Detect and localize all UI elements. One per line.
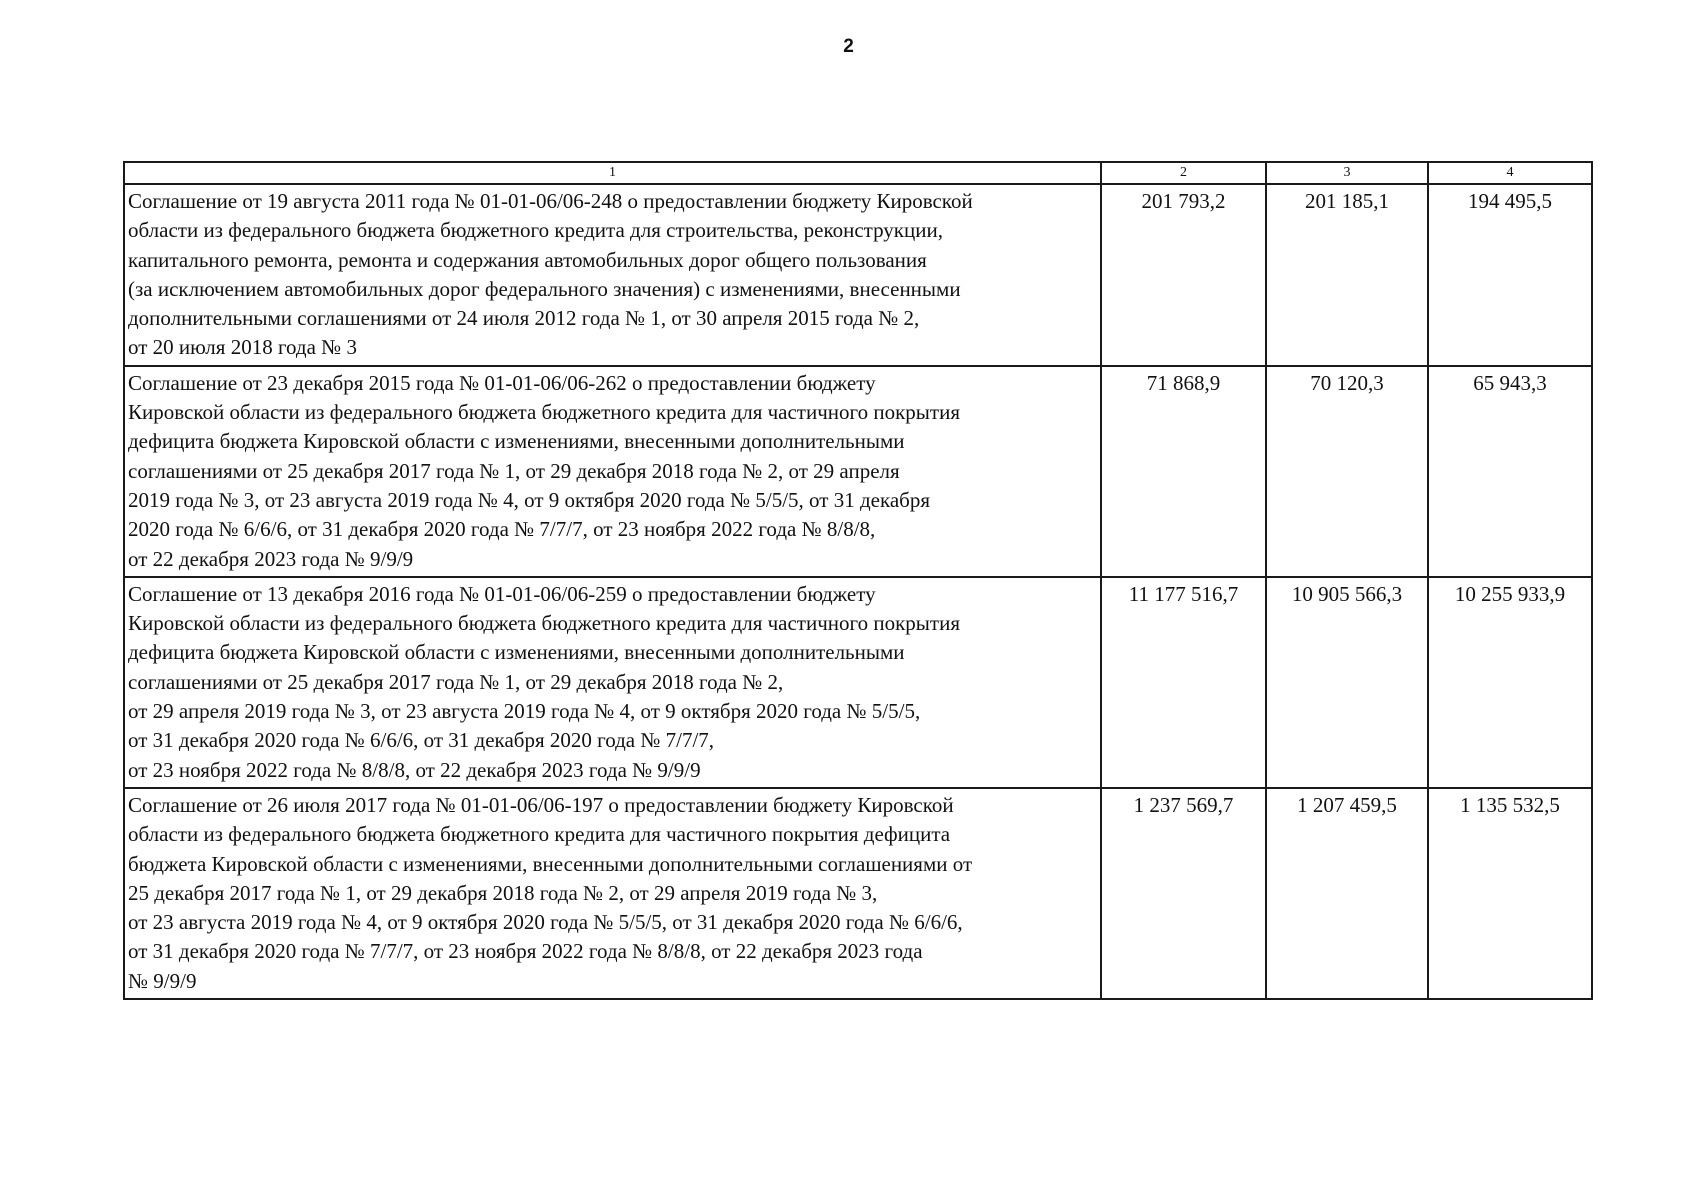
description-line: Соглашение от 19 августа 2011 года № 01-01-06/06-248 о предоставлении бюджету Кировской [128, 189, 973, 213]
description-line: капитального ремонта, ремонта и содержания автомобильных дорог общего пользования [128, 247, 927, 272]
description-line: Соглашение от 23 декабря 2015 года № 01-01-06/06-262 о предоставлении бюджету [128, 370, 876, 395]
table-header-row [124, 162, 1592, 184]
description-line: от 20 июля 2018 года № 3 [128, 335, 357, 360]
column-header-2: 2 [1101, 162, 1266, 184]
value-col4: 65 943,3 [1473, 370, 1547, 395]
description-line: от 23 августа 2019 года № 4, от 9 октября 2020 года № 5/5/5, от 31 декабря 2020 года № 6/6/6, [128, 910, 963, 935]
description-line: Кировской области из федерального бюджета бюджетного кредита для частичного покрытия [128, 611, 960, 636]
agreement-description [124, 184, 1101, 366]
table-row [124, 788, 1592, 999]
description-line: бюджета Кировской области с изменениями, внесенными дополнительными соглашениями от [128, 851, 973, 876]
description-line: области из федерального бюджета бюджетного кредита для частичного покрытия дефицита [128, 822, 951, 847]
description-line: от 23 ноября 2022 года № 8/8/8, от 22 декабря 2023 года № 9/9/9 [128, 757, 701, 782]
column-header-3: 3 [1266, 162, 1428, 184]
description-line: от 31 декабря 2020 года № 6/6/6, от 31 декабря 2020 года № 7/7/7, [128, 728, 715, 753]
description-line: дефицита бюджета Кировской области с изменениями, внесенными дополнительными [128, 640, 905, 665]
value-cell-col3 [1266, 184, 1428, 366]
value-col4: 10 255 933,9 [1454, 581, 1566, 606]
description-line: Соглашение от 13 декабря 2016 года № 01-01-06/06-259 о предоставлении бюджету [128, 581, 876, 606]
description-line: Кировской области из федерального бюджета бюджетного кредита для частичного покрытия [128, 400, 960, 425]
value-col3: 201 185,1 [1305, 189, 1389, 213]
value-cell-col4 [1428, 366, 1592, 577]
value-cell-col3 [1266, 366, 1428, 577]
description-line: от 29 апреля 2019 года № 3, от 23 августа 2019 года № 4, от 9 октября 2020 года № 5/5/5, [128, 699, 921, 724]
value-cell-col3 [1266, 788, 1428, 999]
description-line: дефицита бюджета Кировской области с изменениями, внесенными дополнительными [128, 429, 905, 454]
value-col3: 10 905 566,3 [1291, 581, 1403, 606]
value-col4: 1 135 532,5 [1460, 792, 1560, 817]
value-cell-col4 [1428, 788, 1592, 999]
value-col3: 70 120,3 [1310, 370, 1384, 395]
description-line: № 9/9/9 [128, 968, 197, 993]
value-cell-col2 [1101, 366, 1266, 577]
agreements-table [123, 161, 1593, 1000]
description-line: (за исключением автомобильных дорог федерального значения) с изменениями, внесенными [128, 276, 961, 301]
description-line: от 22 декабря 2023 года № 9/9/9 [128, 546, 414, 571]
description-line: дополнительными соглашениями от 24 июля 2012 года № 1, от 30 апреля 2015 года № 2, [128, 306, 920, 331]
description-line: от 31 декабря 2020 года № 7/7/7, от 23 ноября 2022 года № 8/8/8, от 22 декабря 2023 года [128, 939, 923, 964]
value-col2: 71 868,9 [1146, 370, 1221, 395]
value-cell-col4 [1428, 184, 1592, 366]
table-row [124, 366, 1592, 577]
description-line: области из федерального бюджета бюджетного кредита для строительства, реконструкции, [128, 218, 943, 243]
description-line: соглашениями от 25 декабря 2017 года № 1, от 29 декабря 2018 года № 2, [128, 669, 784, 694]
column-header-4: 4 [1428, 162, 1592, 184]
agreement-description [124, 577, 1101, 788]
value-cell-col2 [1101, 577, 1266, 788]
value-col2: 11 177 516,7 [1128, 581, 1239, 606]
value-col3: 1 207 459,5 [1297, 792, 1397, 817]
description-line: соглашениями от 25 декабря 2017 года № 1, от 29 декабря 2018 года № 2, от 29 апреля [128, 458, 900, 483]
value-cell-col2 [1101, 788, 1266, 999]
value-col4: 194 495,5 [1468, 189, 1552, 213]
value-col2: 1 237 569,7 [1133, 792, 1234, 817]
description-line: Соглашение от 26 июля 2017 года № 01-01-06/06-197 о предоставлении бюджету Кировской [128, 792, 954, 817]
table-row [124, 184, 1592, 366]
description-line: 25 декабря 2017 года № 1, от 29 декабря 2018 года № 2, от 29 апреля 2019 года № 3, [128, 880, 878, 905]
table-row [124, 577, 1592, 788]
value-cell-col2 [1101, 184, 1266, 366]
column-header-1: 1 [124, 162, 1101, 184]
description-line: 2019 года № 3, от 23 августа 2019 года № 4, от 9 октября 2020 года № 5/5/5, от 31 декабря [128, 487, 931, 512]
agreement-description [124, 366, 1101, 577]
description-line: 2020 года № 6/6/6, от 31 декабря 2020 года № 7/7/7, от 23 ноября 2022 года № 8/8/8, [128, 517, 876, 542]
value-col2: 201 793,2 [1141, 189, 1226, 213]
value-cell-col4 [1428, 577, 1592, 788]
page-number: 2 [843, 36, 854, 57]
agreement-description [124, 788, 1101, 999]
value-cell-col3 [1266, 577, 1428, 788]
